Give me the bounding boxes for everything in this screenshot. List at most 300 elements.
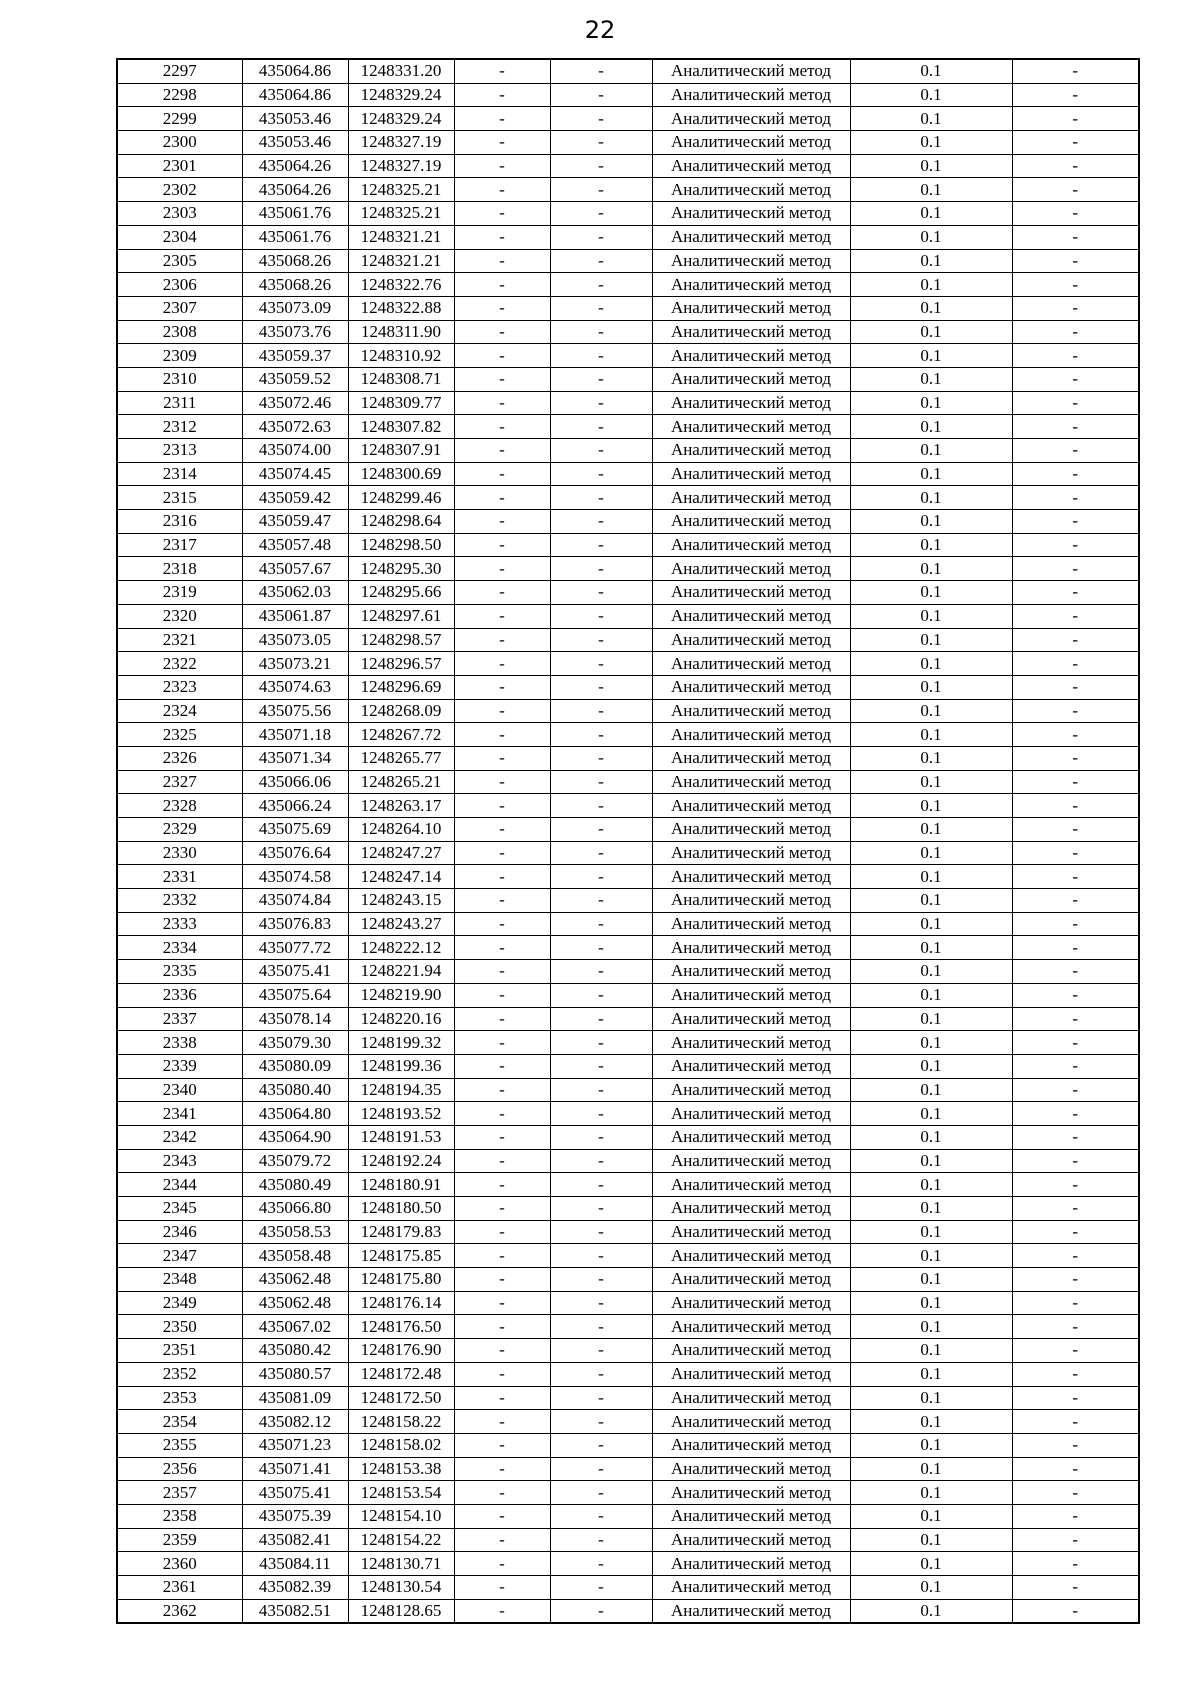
point-number-cell: 2321 [117,628,242,652]
table-row [117,1102,1139,1126]
empty-cell-3: - [1012,1457,1139,1481]
table-row [117,1173,1139,1197]
empty-cell-1: - [454,1007,550,1031]
empty-cell-2: - [550,865,652,889]
y-coordinate-cell: 1248296.69 [348,675,454,699]
y-coordinate-cell: 1248331.20 [348,59,454,83]
empty-cell-3: - [1012,273,1139,297]
method-cell: Аналитический метод [652,841,850,865]
table-row [117,296,1139,320]
y-coordinate-cell: 1248193.52 [348,1102,454,1126]
accuracy-cell: 0.1 [850,581,1012,605]
method-cell: Аналитический метод [652,699,850,723]
method-cell: Аналитический метод [652,59,850,83]
point-number-cell: 2357 [117,1481,242,1505]
empty-cell-3: - [1012,1007,1139,1031]
empty-cell-2: - [550,1457,652,1481]
empty-cell-1: - [454,960,550,984]
empty-cell-3: - [1012,225,1139,249]
x-coordinate-cell: 435080.49 [242,1173,348,1197]
x-coordinate-cell: 435057.67 [242,557,348,581]
empty-cell-3: - [1012,841,1139,865]
empty-cell-2: - [550,249,652,273]
empty-cell-2: - [550,1362,652,1386]
y-coordinate-cell: 1248128.65 [348,1599,454,1623]
accuracy-cell: 0.1 [850,628,1012,652]
method-cell: Аналитический метод [652,628,850,652]
empty-cell-1: - [454,1362,550,1386]
accuracy-cell: 0.1 [850,367,1012,391]
empty-cell-1: - [454,581,550,605]
point-number-cell: 2314 [117,462,242,486]
table-row [117,1220,1139,1244]
empty-cell-2: - [550,439,652,463]
y-coordinate-cell: 1248327.19 [348,131,454,155]
empty-cell-2: - [550,1552,652,1576]
table-row [117,1149,1139,1173]
table-row [117,1410,1139,1434]
accuracy-cell: 0.1 [850,912,1012,936]
table-row [117,723,1139,747]
table-row [117,1007,1139,1031]
empty-cell-1: - [454,1031,550,1055]
table-row [117,367,1139,391]
y-coordinate-cell: 1248180.91 [348,1173,454,1197]
point-number-cell: 2355 [117,1433,242,1457]
table-row [117,1339,1139,1363]
x-coordinate-cell: 435082.39 [242,1576,348,1600]
accuracy-cell: 0.1 [850,652,1012,676]
x-coordinate-cell: 435075.69 [242,818,348,842]
accuracy-cell: 0.1 [850,202,1012,226]
x-coordinate-cell: 435074.63 [242,675,348,699]
accuracy-cell: 0.1 [850,936,1012,960]
x-coordinate-cell: 435082.51 [242,1599,348,1623]
point-number-cell: 2320 [117,604,242,628]
table-row [117,486,1139,510]
accuracy-cell: 0.1 [850,1576,1012,1600]
empty-cell-3: - [1012,604,1139,628]
method-cell: Аналитический метод [652,178,850,202]
point-number-cell: 2349 [117,1291,242,1315]
y-coordinate-cell: 1248298.57 [348,628,454,652]
method-cell: Аналитический метод [652,533,850,557]
table-row [117,107,1139,131]
empty-cell-1: - [454,533,550,557]
empty-cell-1: - [454,1291,550,1315]
point-number-cell: 2304 [117,225,242,249]
empty-cell-1: - [454,794,550,818]
y-coordinate-cell: 1248154.22 [348,1528,454,1552]
empty-cell-3: - [1012,675,1139,699]
x-coordinate-cell: 435062.48 [242,1291,348,1315]
point-number-cell: 2302 [117,178,242,202]
table-row [117,746,1139,770]
empty-cell-3: - [1012,1102,1139,1126]
empty-cell-3: - [1012,794,1139,818]
empty-cell-3: - [1012,1054,1139,1078]
point-number-cell: 2350 [117,1315,242,1339]
method-cell: Аналитический метод [652,818,850,842]
point-number-cell: 2323 [117,675,242,699]
accuracy-cell: 0.1 [850,983,1012,1007]
empty-cell-2: - [550,581,652,605]
empty-cell-3: - [1012,1410,1139,1434]
empty-cell-1: - [454,1481,550,1505]
point-number-cell: 2346 [117,1220,242,1244]
accuracy-cell: 0.1 [850,1031,1012,1055]
y-coordinate-cell: 1248153.54 [348,1481,454,1505]
empty-cell-2: - [550,1599,652,1623]
point-number-cell: 2362 [117,1599,242,1623]
table-row [117,1197,1139,1221]
point-number-cell: 2336 [117,983,242,1007]
point-number-cell: 2351 [117,1339,242,1363]
empty-cell-1: - [454,1173,550,1197]
y-coordinate-cell: 1248176.90 [348,1339,454,1363]
empty-cell-3: - [1012,1528,1139,1552]
empty-cell-3: - [1012,131,1139,155]
empty-cell-3: - [1012,533,1139,557]
empty-cell-1: - [454,675,550,699]
empty-cell-3: - [1012,557,1139,581]
method-cell: Аналитический метод [652,1504,850,1528]
method-cell: Аналитический метод [652,1149,850,1173]
table-row [117,1031,1139,1055]
point-number-cell: 2353 [117,1386,242,1410]
point-number-cell: 2317 [117,533,242,557]
accuracy-cell: 0.1 [850,1007,1012,1031]
empty-cell-2: - [550,1576,652,1600]
empty-cell-1: - [454,320,550,344]
y-coordinate-cell: 1248180.50 [348,1197,454,1221]
x-coordinate-cell: 435062.03 [242,581,348,605]
accuracy-cell: 0.1 [850,1291,1012,1315]
empty-cell-1: - [454,107,550,131]
empty-cell-1: - [454,818,550,842]
point-number-cell: 2312 [117,415,242,439]
table-body [117,59,1139,1623]
point-number-cell: 2324 [117,699,242,723]
method-cell: Аналитический метод [652,1552,850,1576]
point-number-cell: 2297 [117,59,242,83]
point-number-cell: 2334 [117,936,242,960]
empty-cell-2: - [550,1504,652,1528]
empty-cell-2: - [550,1149,652,1173]
method-cell: Аналитический метод [652,1410,850,1434]
point-number-cell: 2337 [117,1007,242,1031]
table-row [117,818,1139,842]
empty-cell-3: - [1012,1504,1139,1528]
x-coordinate-cell: 435081.09 [242,1386,348,1410]
table-row [117,912,1139,936]
empty-cell-2: - [550,391,652,415]
y-coordinate-cell: 1248221.94 [348,960,454,984]
empty-cell-1: - [454,628,550,652]
point-number-cell: 2333 [117,912,242,936]
x-coordinate-cell: 435068.26 [242,273,348,297]
point-number-cell: 2343 [117,1149,242,1173]
empty-cell-2: - [550,1315,652,1339]
x-coordinate-cell: 435059.42 [242,486,348,510]
empty-cell-3: - [1012,1125,1139,1149]
x-coordinate-cell: 435071.34 [242,746,348,770]
empty-cell-1: - [454,344,550,368]
empty-cell-3: - [1012,1362,1139,1386]
point-number-cell: 2359 [117,1528,242,1552]
accuracy-cell: 0.1 [850,1457,1012,1481]
table-row [117,581,1139,605]
empty-cell-1: - [454,770,550,794]
method-cell: Аналитический метод [652,1339,850,1363]
empty-cell-1: - [454,746,550,770]
empty-cell-2: - [550,557,652,581]
table-row [117,1552,1139,1576]
empty-cell-1: - [454,936,550,960]
table-row [117,391,1139,415]
empty-cell-2: - [550,1433,652,1457]
point-number-cell: 2342 [117,1125,242,1149]
method-cell: Аналитический метод [652,1386,850,1410]
x-coordinate-cell: 435064.86 [242,83,348,107]
accuracy-cell: 0.1 [850,1125,1012,1149]
table-row [117,936,1139,960]
empty-cell-2: - [550,1528,652,1552]
x-coordinate-cell: 435075.41 [242,960,348,984]
table-row [117,344,1139,368]
empty-cell-1: - [454,1197,550,1221]
point-number-cell: 2310 [117,367,242,391]
accuracy-cell: 0.1 [850,296,1012,320]
point-number-cell: 2352 [117,1362,242,1386]
empty-cell-3: - [1012,486,1139,510]
table-row [117,1386,1139,1410]
table-row [117,841,1139,865]
point-number-cell: 2330 [117,841,242,865]
method-cell: Аналитический метод [652,865,850,889]
accuracy-cell: 0.1 [850,178,1012,202]
table-row [117,462,1139,486]
empty-cell-3: - [1012,462,1139,486]
empty-cell-3: - [1012,1481,1139,1505]
empty-cell-2: - [550,1220,652,1244]
table-row [117,131,1139,155]
method-cell: Аналитический метод [652,1362,850,1386]
x-coordinate-cell: 435066.80 [242,1197,348,1221]
empty-cell-1: - [454,178,550,202]
y-coordinate-cell: 1248264.10 [348,818,454,842]
y-coordinate-cell: 1248299.46 [348,486,454,510]
empty-cell-3: - [1012,889,1139,913]
empty-cell-2: - [550,107,652,131]
table-row [117,1291,1139,1315]
empty-cell-2: - [550,1386,652,1410]
table-row [117,770,1139,794]
empty-cell-1: - [454,131,550,155]
y-coordinate-cell: 1248308.71 [348,367,454,391]
y-coordinate-cell: 1248295.30 [348,557,454,581]
method-cell: Аналитический метод [652,1197,850,1221]
empty-cell-2: - [550,675,652,699]
empty-cell-3: - [1012,1197,1139,1221]
table-row [117,154,1139,178]
y-coordinate-cell: 1248309.77 [348,391,454,415]
empty-cell-3: - [1012,178,1139,202]
y-coordinate-cell: 1248176.50 [348,1315,454,1339]
empty-cell-1: - [454,1054,550,1078]
y-coordinate-cell: 1248265.21 [348,770,454,794]
empty-cell-1: - [454,1125,550,1149]
y-coordinate-cell: 1248172.48 [348,1362,454,1386]
y-coordinate-cell: 1248219.90 [348,983,454,1007]
point-number-cell: 2338 [117,1031,242,1055]
table-row [117,510,1139,534]
coordinates-table [116,58,1140,1624]
y-coordinate-cell: 1248192.24 [348,1149,454,1173]
accuracy-cell: 0.1 [850,770,1012,794]
empty-cell-2: - [550,154,652,178]
empty-cell-3: - [1012,415,1139,439]
empty-cell-2: - [550,1173,652,1197]
method-cell: Аналитический метод [652,1125,850,1149]
x-coordinate-cell: 435082.12 [242,1410,348,1434]
method-cell: Аналитический метод [652,1315,850,1339]
y-coordinate-cell: 1248199.36 [348,1054,454,1078]
point-number-cell: 2307 [117,296,242,320]
x-coordinate-cell: 435062.48 [242,1268,348,1292]
empty-cell-3: - [1012,1386,1139,1410]
y-coordinate-cell: 1248311.90 [348,320,454,344]
accuracy-cell: 0.1 [850,59,1012,83]
table-row [117,960,1139,984]
accuracy-cell: 0.1 [850,1481,1012,1505]
point-number-cell: 2300 [117,131,242,155]
table-row [117,83,1139,107]
empty-cell-1: - [454,296,550,320]
method-cell: Аналитический метод [652,1031,850,1055]
x-coordinate-cell: 435075.64 [242,983,348,1007]
y-coordinate-cell: 1248322.76 [348,273,454,297]
method-cell: Аналитический метод [652,510,850,534]
empty-cell-2: - [550,533,652,557]
x-coordinate-cell: 435059.52 [242,367,348,391]
point-number-cell: 2308 [117,320,242,344]
y-coordinate-cell: 1248172.50 [348,1386,454,1410]
empty-cell-2: - [550,604,652,628]
empty-cell-3: - [1012,770,1139,794]
empty-cell-2: - [550,83,652,107]
accuracy-cell: 0.1 [850,439,1012,463]
empty-cell-1: - [454,415,550,439]
method-cell: Аналитический метод [652,581,850,605]
empty-cell-3: - [1012,1291,1139,1315]
table-row [117,225,1139,249]
accuracy-cell: 0.1 [850,344,1012,368]
empty-cell-1: - [454,1410,550,1434]
y-coordinate-cell: 1248158.02 [348,1433,454,1457]
point-number-cell: 2318 [117,557,242,581]
empty-cell-1: - [454,83,550,107]
y-coordinate-cell: 1248130.71 [348,1552,454,1576]
x-coordinate-cell: 435076.83 [242,912,348,936]
x-coordinate-cell: 435073.76 [242,320,348,344]
empty-cell-2: - [550,1291,652,1315]
empty-cell-1: - [454,1220,550,1244]
empty-cell-2: - [550,889,652,913]
y-coordinate-cell: 1248243.27 [348,912,454,936]
y-coordinate-cell: 1248176.14 [348,1291,454,1315]
y-coordinate-cell: 1248329.24 [348,83,454,107]
accuracy-cell: 0.1 [850,273,1012,297]
accuracy-cell: 0.1 [850,818,1012,842]
method-cell: Аналитический метод [652,225,850,249]
point-number-cell: 2298 [117,83,242,107]
x-coordinate-cell: 435079.72 [242,1149,348,1173]
point-number-cell: 2328 [117,794,242,818]
point-number-cell: 2329 [117,818,242,842]
point-number-cell: 2341 [117,1102,242,1126]
table-row [117,675,1139,699]
empty-cell-1: - [454,510,550,534]
method-cell: Аналитический метод [652,154,850,178]
table-row [117,1315,1139,1339]
y-coordinate-cell: 1248321.21 [348,225,454,249]
accuracy-cell: 0.1 [850,1528,1012,1552]
page-number: 22 [584,16,616,44]
empty-cell-3: - [1012,699,1139,723]
empty-cell-2: - [550,818,652,842]
empty-cell-3: - [1012,1576,1139,1600]
method-cell: Аналитический метод [652,794,850,818]
accuracy-cell: 0.1 [850,320,1012,344]
empty-cell-3: - [1012,202,1139,226]
x-coordinate-cell: 435059.37 [242,344,348,368]
empty-cell-2: - [550,699,652,723]
method-cell: Аналитический метод [652,249,850,273]
empty-cell-2: - [550,1339,652,1363]
point-number-cell: 2315 [117,486,242,510]
empty-cell-2: - [550,1125,652,1149]
empty-cell-1: - [454,202,550,226]
empty-cell-1: - [454,1576,550,1600]
x-coordinate-cell: 435082.41 [242,1528,348,1552]
empty-cell-2: - [550,296,652,320]
accuracy-cell: 0.1 [850,746,1012,770]
x-coordinate-cell: 435080.40 [242,1078,348,1102]
accuracy-cell: 0.1 [850,1552,1012,1576]
empty-cell-2: - [550,1268,652,1292]
empty-cell-1: - [454,604,550,628]
y-coordinate-cell: 1248267.72 [348,723,454,747]
point-number-cell: 2347 [117,1244,242,1268]
method-cell: Аналитический метод [652,557,850,581]
empty-cell-1: - [454,865,550,889]
method-cell: Аналитический метод [652,1220,850,1244]
x-coordinate-cell: 435073.21 [242,652,348,676]
point-number-cell: 2332 [117,889,242,913]
y-coordinate-cell: 1248175.85 [348,1244,454,1268]
x-coordinate-cell: 435076.64 [242,841,348,865]
table-row [117,1457,1139,1481]
point-number-cell: 2354 [117,1410,242,1434]
y-coordinate-cell: 1248307.91 [348,439,454,463]
table-row [117,1268,1139,1292]
x-coordinate-cell: 435064.26 [242,178,348,202]
x-coordinate-cell: 435066.06 [242,770,348,794]
point-number-cell: 2326 [117,746,242,770]
accuracy-cell: 0.1 [850,83,1012,107]
method-cell: Аналитический метод [652,486,850,510]
